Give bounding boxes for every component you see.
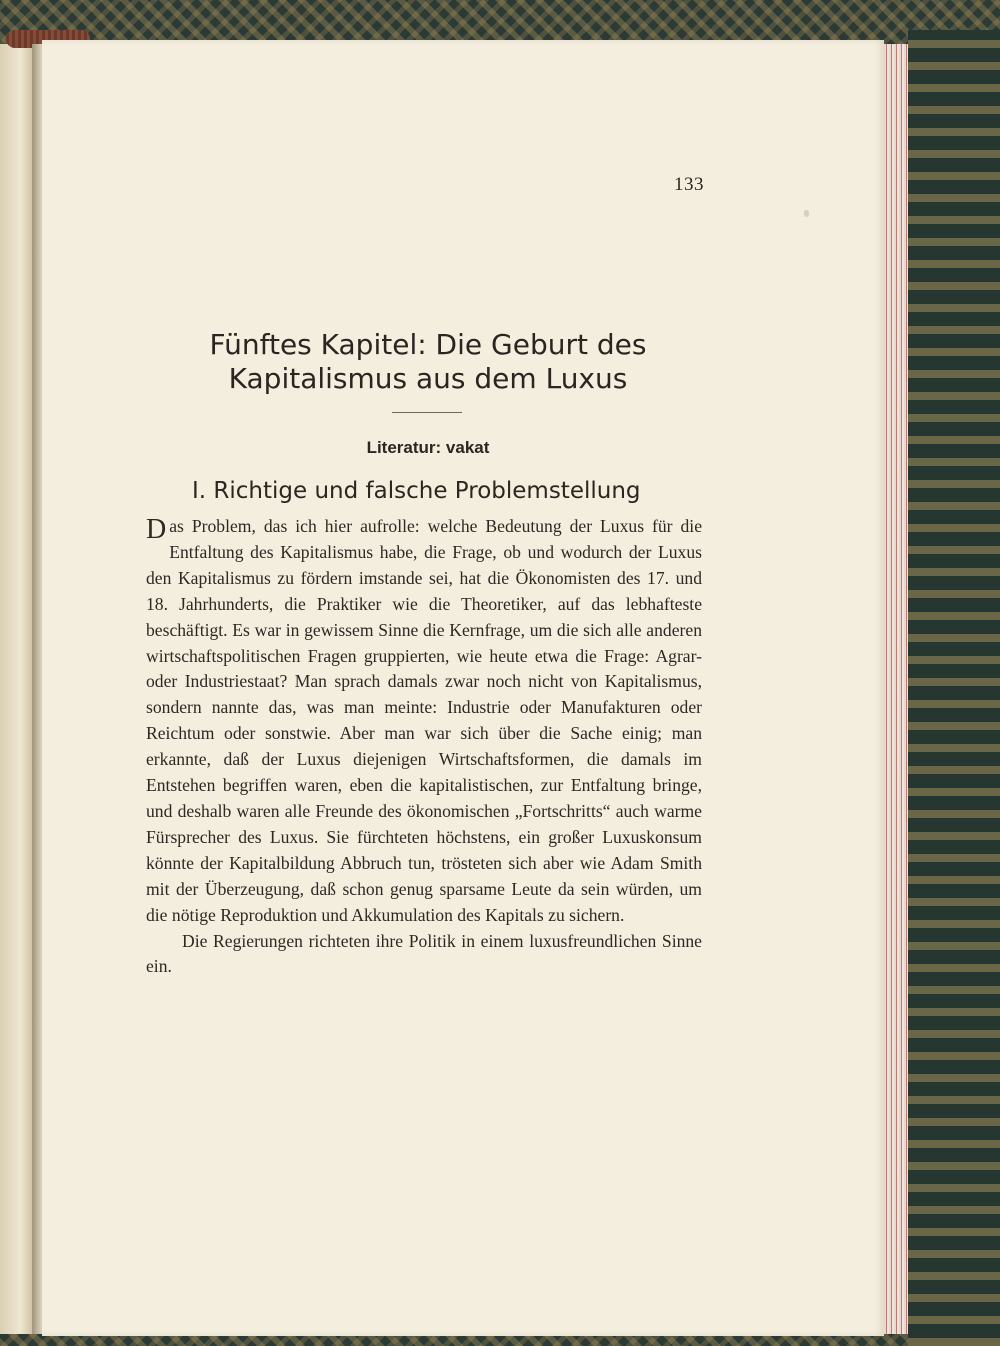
paragraph-1-text: as Problem, das ich hier aufrolle: welche Bedeutung der Luxus für die Entfaltung des Kapitalismus habe, die Frage, ob und wodurch der Luxus den Kapitalismus zu fördern imstande sei, hat die Ökonomisten des 17. und 18. Jahrhunderts, die Praktiker wie die Theoretiker, auf das lebhafteste beschäftigt. Es war in gewissem Sinne die Kernfrage, um die sich alle anderen wirtschaftspolitischen Fragen gruppierten, wie heute etwa die Frage: Agrar- oder Industriestaat? Man sprach damals zwar noch nicht von Kapitalismus, sondern nannte das, was man meinte: Industrie oder Manufakturen oder Reichtum oder sonstwie. Aber man war sich über die Sache einig; man erkannte, daß der Luxus diejenigen Wirtschaftsformen, die damals im Entstehen begriffen waren, eben die kapitalistischen, zur Entfaltung bringe, und deshalb waren alle Freunde des ökonomischen „Fortschritts“ auch warme Fürsprecher des Luxus. Sie fürchteten höchstens, ein großer Luxuskonsum könnte der Kapitalbildung Abbruch tun, trösteten sich aber wie Adam Smith mit der Überzeugung, daß schon genug sparsame Leute da sein würden, um die nötige Reproduktion und Akkumulation des Kapitals zu sichern. (146, 516, 702, 925)
page-number: 133 (674, 174, 704, 195)
left-page-edge (0, 44, 34, 1334)
title-divider (392, 412, 462, 413)
book-page (42, 40, 884, 1336)
paragraph-1 (146, 514, 702, 929)
paragraph-2: Die Regierungen richteten ihre Politik in einem luxusfreundlichen Sinne ein. (146, 930, 702, 977)
page-stack-edges (884, 44, 908, 1334)
page-content (42, 40, 884, 1336)
chapter-title: Fünftes Kapitel: Die Geburt des Kapitalismus aus dem Luxus (209, 328, 647, 395)
drop-cap: D (146, 514, 167, 545)
body-text (146, 514, 702, 980)
book-cover-right (908, 30, 1000, 1346)
section-title: I. Richtige und falsche Problemstellung (192, 478, 641, 504)
literature-note: Literatur: vakat (366, 438, 490, 457)
